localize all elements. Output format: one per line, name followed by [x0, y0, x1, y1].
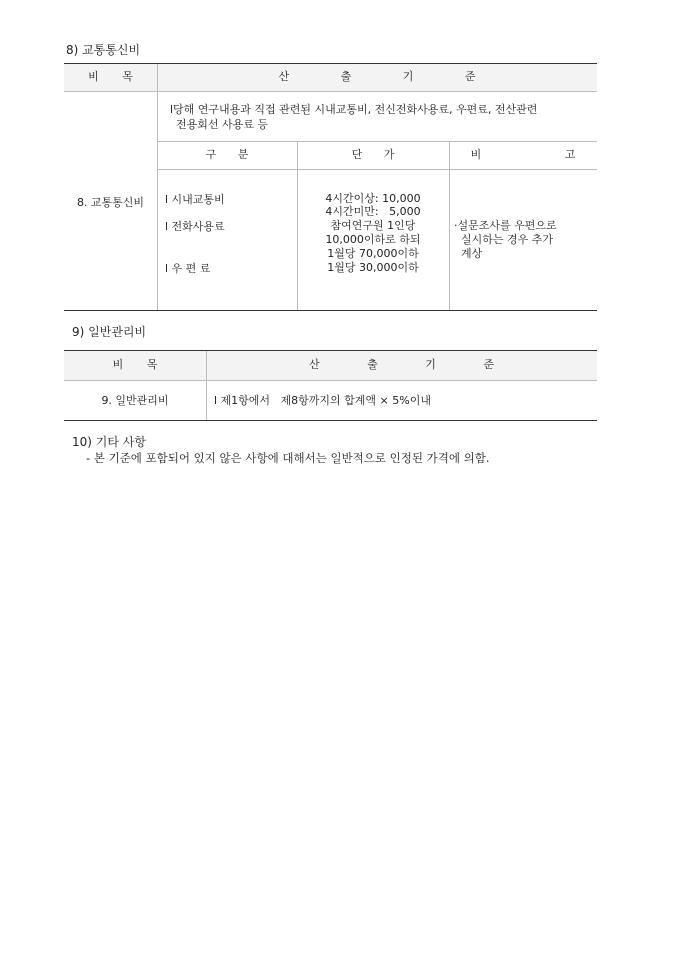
table-top-border — [64, 63, 597, 64]
item-name: 9. 일반관리비 — [101, 394, 169, 407]
category-telephone: l 전화사용료 — [165, 220, 225, 233]
header-divider — [64, 91, 597, 92]
table-bottom-border — [64, 420, 597, 421]
header-criteria: 산 출 기 준 — [309, 358, 494, 371]
price-line: 1월당 70,000이하 — [327, 247, 419, 260]
header-item: 비 목 — [112, 358, 158, 371]
price-line: 10,000이하로 하되 — [325, 233, 421, 246]
header-criteria: 산 출 기 준 — [278, 70, 476, 83]
price-line: 참여연구원 1인당 — [330, 219, 416, 232]
price-line: 1월당 30,000이하 — [327, 261, 419, 274]
item-name: 8. 교통통신비 — [76, 196, 145, 209]
price-line: 4시간미만: 5,000 — [325, 205, 421, 218]
header-item: 비 목 — [88, 70, 133, 83]
section8-heading: 8) 교통통신비 — [66, 43, 141, 57]
subtable-top-border — [157, 141, 597, 142]
subheader-remarks: 비 고 — [470, 148, 576, 161]
remark-line: 계상 — [461, 247, 483, 260]
intro-text-line2: 전용회선 사용료 등 — [176, 118, 269, 131]
section10-body: - 본 기준에 포함되어 있지 않은 사항에 대해서는 일반적으로 인정된 가격에 의함. — [86, 451, 490, 465]
remark-line: 실시하는 경우 추가 — [461, 233, 554, 246]
table-top-border — [64, 350, 597, 351]
price-line: 4시간이상: 10,000 — [325, 192, 421, 205]
header-divider — [64, 380, 597, 381]
table-bottom-border — [64, 310, 597, 311]
criteria-text: l 제1항에서 제8항까지의 합계액 × 5%이내 — [214, 394, 431, 407]
column-divider — [157, 64, 158, 310]
category-postage: l 우 편 료 — [165, 262, 211, 275]
intro-text-line1: l당해 연구내용과 직접 관련된 시내교통비, 전신전화사용료, 우편료, 전산관련 — [170, 103, 538, 116]
subheader-category: 구 분 — [205, 148, 249, 161]
category-local-transport: l 시내교통비 — [165, 193, 225, 206]
subheader-unit-price: 단 가 — [351, 148, 395, 161]
remark-line: ·설문조사를 우편으로 — [454, 219, 557, 232]
section9-heading: 9) 일반관리비 — [72, 325, 147, 339]
subtable-divider-2 — [449, 141, 450, 310]
subtable-header-divider — [157, 169, 597, 170]
section10-heading: 10) 기타 사항 — [72, 435, 146, 449]
